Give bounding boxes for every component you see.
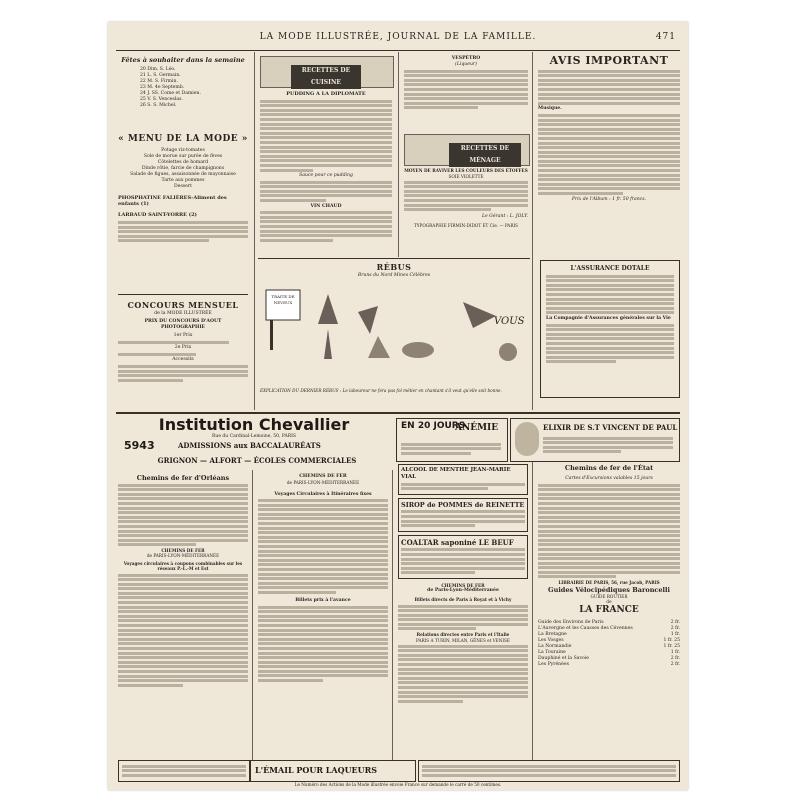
col2-billets: Billets prix à l'avance (295, 597, 351, 603)
institution-schools: GRIGNON — ALFORT — ÉCOLES COMMERCIALES (157, 456, 357, 465)
librairie: LIBRAIRIE DE PARIS, 56, rue Jacob, PARIS (558, 580, 660, 586)
institution-count: 5943 (124, 439, 155, 452)
journal-title: LA MODE ILLUSTRÉE, JOURNAL DE LA FAMILLE. (259, 32, 537, 42)
list-item: La Touraine 1 fr. (538, 649, 680, 655)
list-item: 20 Dim. S. Léo. (140, 67, 176, 72)
list-item: 26 S. S. Michel. (140, 103, 177, 108)
avis-section (538, 54, 680, 203)
anemie-big: EN 20 JOURS (401, 421, 466, 431)
rebus-rule (258, 258, 530, 259)
larbaud-ad: LARBAUD SAINT-YORRE (2) (118, 212, 197, 218)
coaltar-ad (398, 535, 528, 579)
fetes-title: Fêtes à souhaiter dans la semaine (121, 56, 245, 64)
etat-title: Chemins de fer de l'État (564, 464, 654, 472)
prize-1-text (118, 341, 248, 344)
concours-section (118, 300, 248, 383)
gerant: Le Gérant : L. JOLY. (481, 214, 528, 220)
footer-note: Le Numéro des Actions de la Mode illustrée envoie France sur demande le carré de 50 centimes. (294, 782, 502, 787)
col3-turin: PARIS A TURIN, MILAN, GÊNES et VENISE (416, 637, 510, 643)
phosphatine-ad: PHOSPHATINE FALIÈRES-Aliment des enfants (1) (118, 195, 227, 207)
col3-royat: Billets directs de Paris à Royat et à Vichy (414, 597, 512, 603)
alcool-ad (398, 464, 528, 495)
vespetro-text (404, 70, 528, 110)
accessit-label: Accessits (172, 357, 194, 363)
avis-musique: Musique. (538, 106, 562, 112)
menage-subtitle: SOIE VIOLETTE (448, 173, 484, 179)
page-number: 471 (655, 32, 676, 42)
list-item: 22 M. S. Firmin. (140, 79, 178, 84)
email-ad (250, 760, 416, 782)
voyages-text (118, 574, 248, 687)
list-item: Dauphiné et la Savoie 2 fr. (538, 655, 680, 661)
alcool-name: ALCOOL DE MENTHE JEAN-MARIE VIAL (401, 467, 511, 480)
recipe-title-sauce: Sauce pour ce pudding (299, 173, 353, 179)
vespetro-title: VESPÉTRO (451, 56, 481, 61)
sirop-ad (398, 498, 528, 532)
institution-admissions: ADMISSIONS aux BACCALAURÉATS (178, 441, 321, 450)
col2-text (258, 499, 388, 594)
menage-text (404, 181, 528, 212)
email-name: L'ÉMAIL POUR LAQUEURS (255, 765, 378, 775)
column-divider (532, 462, 533, 760)
list-item: Les Pyrénées 2 fr. (538, 661, 680, 667)
assurance-text (546, 324, 674, 364)
guides-list (538, 620, 680, 668)
section-rule (116, 412, 680, 414)
col3-subtitle: de Paris-Lyon-Méditerranée (427, 588, 499, 594)
orleans-text (118, 484, 248, 547)
list-item: Dinde rôtie, farcie de champignons (141, 166, 225, 171)
rebus-section (258, 262, 530, 279)
list-item: Sole de morue sur purée de fèves (143, 154, 223, 159)
etat-section (538, 464, 680, 668)
rebus-word: VOUS (494, 316, 525, 327)
recipe-text (260, 181, 392, 202)
elixir-ad (510, 418, 680, 462)
menu-title: « MENU DE LA MODE » (118, 134, 248, 144)
list-item: Les Vosges 1 fr. 25 (538, 637, 680, 643)
avis-text (538, 114, 680, 195)
col3-title: CHEMINS DE FER (441, 582, 485, 588)
menage-title: MOYEN DE RAVIVER LES COULEURS DES ÉTOFFES (404, 168, 528, 173)
menu-notes (118, 221, 248, 242)
bottom-ad-right (418, 760, 680, 782)
guide-de: de (606, 599, 612, 605)
column-divider (392, 470, 393, 760)
avis-prix: Prix de l'Album : 1 fr. 50 francs. (571, 196, 647, 202)
banner-label: RECETTES DE MÉNAGE (449, 143, 521, 167)
portrait-icon (515, 422, 539, 456)
column-divider (532, 52, 533, 410)
list-item: Côtelettes de homard (157, 160, 209, 165)
guides-title: Guides Vélocipédiques Baroncelli (548, 585, 670, 594)
rebus-subtitle: Bruns du Nord Mines Célèbres (357, 273, 431, 278)
prize-2-text (118, 353, 248, 356)
list-item: 25 V. S. Venceslas. (140, 97, 183, 102)
col2-title: CHEMINS DE FER (299, 474, 347, 479)
list-item: 23 M. 4e Septemb. (140, 85, 185, 90)
avis-text (538, 70, 680, 105)
rebus-answer: EXPLICATION DU DERNIER RÉBUS : Le laboureur ne fera pas fol métier en chantant s'il veut qu'elle soit bonne. (260, 388, 502, 393)
bottom-ad-left (118, 760, 250, 782)
list-item: La Normandie 1 fr. 25 (538, 643, 680, 649)
ads-column (398, 464, 528, 704)
column-divider (252, 470, 253, 760)
recipe-text (260, 211, 392, 242)
list-item: Tarte aux pommes (161, 178, 205, 183)
orleans-section (118, 474, 248, 688)
plm-title: CHEMINS DE FER (161, 547, 205, 553)
typography-credit: TYPOGRAPHIE FIRMIN-DIDOT ET Cie. — PARIS (413, 223, 519, 229)
assurance-title: L'ASSURANCE DOTALE (570, 265, 650, 272)
concours-title: CONCOURS MENSUEL (127, 300, 239, 310)
concours-subtitle: de la MODE ILLUSTRÉE (154, 311, 212, 316)
institution-name: Institution Chevallier (158, 415, 350, 434)
recettes-menage-banner (404, 134, 530, 166)
recettes-section (260, 90, 392, 243)
list-item: Salade de figues, assaisonnée de mayonnaise (130, 172, 236, 177)
menage-section (404, 168, 528, 229)
anemie-word: ANÉMIE (455, 423, 499, 433)
recipe-title-pudding: PUDDING A LA DIPLOMATE (286, 91, 366, 97)
anemie-ad (396, 418, 508, 462)
rebus-title: RÉBUS (376, 262, 412, 272)
col3-italie: Relations directes entre Paris et l'Italie (416, 632, 510, 638)
section-rule (118, 294, 248, 295)
header-rule (116, 50, 680, 51)
accessit-text (118, 365, 248, 382)
elixir-name: ELIXIR DE S.T VINCENT DE PAUL (543, 423, 678, 432)
banner-label: RECETTES DE CUISINE (291, 65, 361, 89)
list-item: Guide des Environs de Paris 2 fr. (538, 619, 680, 625)
col2-voyages: Voyages Circulaires à Itinéraires fixes (274, 491, 372, 497)
col2-text (258, 606, 388, 683)
prize-1: 1er Prix (173, 333, 193, 338)
vespetro-section (404, 56, 528, 111)
assurance-company: La Compagnie d'Assurances générales sur la Vie (546, 315, 671, 321)
assurance-box (540, 260, 680, 398)
list-item: Potage riz-tomates (161, 148, 205, 153)
menu-section (118, 134, 248, 244)
column-divider (398, 52, 399, 257)
institution-address: Rue du Cardinal-Lemoine, 50, PARIS (212, 434, 296, 439)
recettes-cuisine-banner (260, 56, 394, 88)
recipe-text (260, 100, 392, 172)
avis-title: AVIS IMPORTANT (549, 54, 669, 67)
rebus-sign: TRAITE DE NEVEUX (271, 294, 295, 305)
coaltar-name: COALTAR saponiné LE BEUF (401, 537, 514, 547)
assurance-text (546, 275, 674, 315)
plm-section (258, 474, 388, 684)
vespetro-subtitle: (Liqueur) (455, 62, 477, 67)
list-item: 21 L. S. Germain. (140, 73, 181, 78)
list-item: La Bretagne 1 fr. (538, 631, 680, 637)
guide-routier: GUIDE ROUTIER (590, 593, 628, 599)
concours-line1: PRIX DU CONCOURS D'AOUT (144, 319, 222, 324)
fetes-section (118, 56, 248, 109)
fetes-list (140, 67, 248, 109)
col2-subtitle: de PARIS-LYON-MÉDITERRANÉE (286, 480, 360, 485)
recipe-title-vin: VIN CHAUD (310, 203, 342, 209)
voyages-title: Voyages circulaires à coupons combinables sur les réseaux P.-L.-M et Est (123, 560, 243, 572)
sirop-name: SIROP de POMMES de REINETTE (401, 500, 525, 509)
plm-title-2: de PARIS-LYON-MÉDITERRANÉE (146, 553, 220, 559)
prize-2: 2e Prix (174, 345, 192, 351)
institution-ad (118, 416, 390, 468)
column-divider (254, 52, 255, 410)
list-item: Dessert (174, 184, 192, 189)
list-item: 24 J. SS. Come et Damien. (140, 91, 201, 96)
orleans-title: Chemins de fer d'Orléans (136, 474, 230, 482)
concours-line2: PHOTOGRAPHIE (161, 325, 205, 330)
list-item: L'Auvergne et les Causses des Cévennes 2 fr. (538, 625, 680, 631)
menu-items (118, 148, 248, 190)
newspaper-page (108, 22, 688, 790)
etat-excursions: Cartes d'Excursions valables 15 jours (565, 476, 653, 481)
la-france: LA FRANCE (579, 604, 639, 615)
page-header (108, 32, 688, 46)
